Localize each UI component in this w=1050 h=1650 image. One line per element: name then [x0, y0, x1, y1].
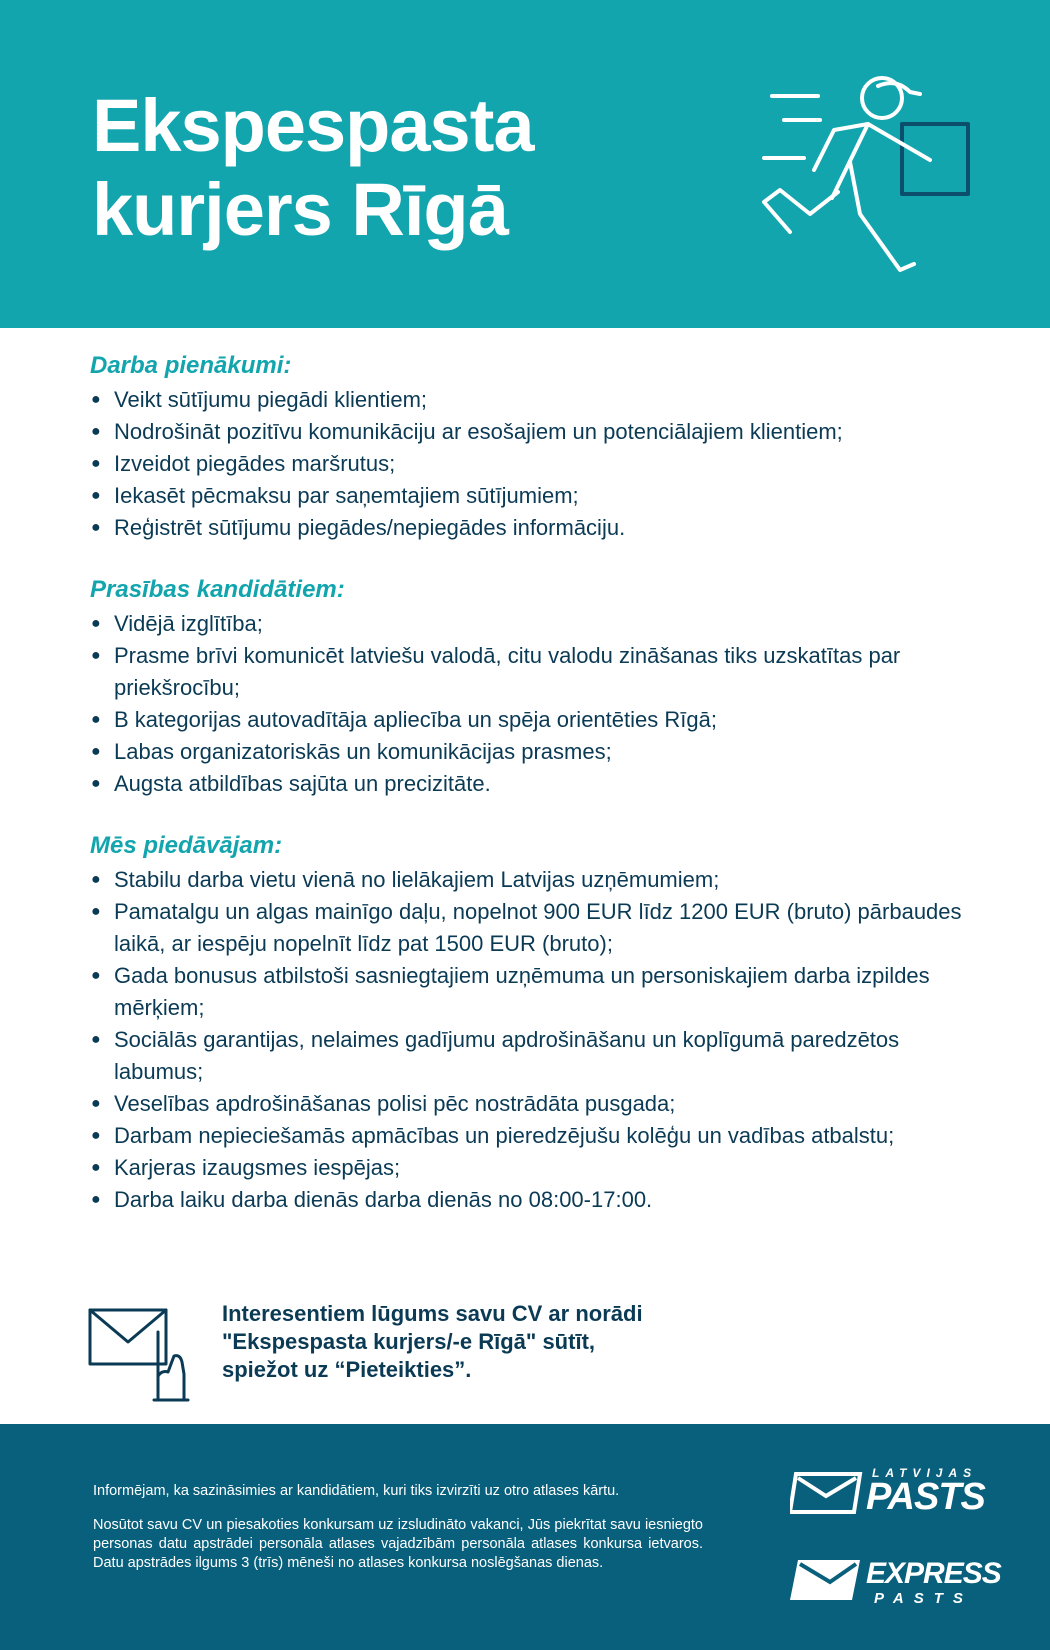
list-item: ● Augsta atbildības sajūta un precizitāte. — [90, 768, 990, 800]
list-item: ● Darbam nepieciešamās apmācības un pieredzējušu kolēģu un vadības atbalstu; — [90, 1120, 990, 1152]
list-item: ● Karjeras izaugsmes iespējas; — [90, 1152, 990, 1184]
latvijas-pasts-logo — [790, 1464, 1002, 1522]
envelope-logo-icon — [790, 1556, 864, 1604]
list-item: ● Labas organizatoriskās un komunikācijas prasmes; — [90, 736, 990, 768]
list-item: ● Darba laiku darba dienās darba dienās no 08:00-17:00. — [90, 1184, 990, 1216]
list-item: ● Pamatalgu un algas mainīgo daļu, nopelnot 900 EUR līdz 1200 EUR (bruto) pārbaudes laikā, ar iespēju nopelnīt līdz pat 1500 EUR (bruto); — [90, 896, 990, 960]
list-item: ● Veikt sūtījumu piegādi klientiem; — [90, 384, 990, 416]
list-item: ● Reģistrēt sūtījumu piegādes/nepiegādes informāciju. — [90, 512, 990, 544]
header-banner — [0, 0, 1050, 328]
requirements-list — [90, 608, 990, 800]
list-item: ● Nodrošināt pozitīvu komunikāciju ar esošajiem un potenciālajiem klientiem; — [90, 416, 990, 448]
list-item: ● B kategorijas autovadītāja apliecība un spēja orientēties Rīgā; — [90, 704, 990, 736]
footer — [0, 1424, 1050, 1650]
list-item: ● Vidējā izglītība; — [90, 608, 990, 640]
express-pasts-logo — [790, 1552, 1002, 1610]
job-description — [90, 350, 990, 1246]
section-heading: Prasības kandidātiem: — [90, 576, 345, 603]
apply-line-1: Interesentiem lūgums savu CV ar norādi — [222, 1301, 643, 1326]
list-item: ● Veselības apdrošināšanas polisi pēc nostrādāta pusgada; — [90, 1088, 990, 1120]
logo-subtitle: PASTS — [874, 1590, 973, 1607]
envelope-hand-icon — [88, 1304, 194, 1408]
list-item: ● Gada bonusus atbilstoši sasniegtajiem uzņēmuma un personiskajiem darba izpildes mērķiem; — [90, 960, 990, 1024]
section-heading: Darba pienākumi: — [90, 352, 292, 379]
page-title — [92, 84, 534, 252]
title-line-2: kurjers Rīgā — [92, 168, 508, 251]
section-duties — [90, 350, 990, 544]
list-item: ● Izveidot piegādes maršrutus; — [90, 448, 990, 480]
list-item: ● Stabilu darba vietu vienā no lielākajiem Latvijas uzņēmumiem; — [90, 864, 990, 896]
section-offer — [90, 830, 990, 1216]
apply-text — [222, 1300, 782, 1384]
apply-line-3: spiežot uz “Pieteikties”. — [222, 1357, 472, 1382]
list-item: ● Iekasēt pēcmaksu par saņemtajiem sūtījumiem; — [90, 480, 990, 512]
list-item: ● Sociālās garantijas, nelaimes gadījumu apdrošināšanu un koplīgumā paredzētos labumus; — [90, 1024, 990, 1088]
offer-list — [90, 864, 990, 1216]
envelope-logo-icon — [790, 1468, 864, 1516]
logo-wordmark: EXPRESS — [866, 1557, 1001, 1590]
running-courier-icon — [752, 74, 982, 304]
list-item: ● Prasme brīvi komunicēt latviešu valodā, citu valodu zināšanas tiks uzskatītas par priekšrocību; — [90, 640, 990, 704]
apply-line-2: "Ekspespasta kurjers/-e Rīgā" sūtīt, — [222, 1329, 596, 1354]
section-requirements — [90, 574, 990, 800]
title-line-1: Ekspespasta — [92, 84, 534, 167]
apply-instructions — [88, 1300, 988, 1410]
footer-legal-text: Nosūtot savu CV un piesakoties konkursam uz izsludināto vakanci, Jūs piekrītat savu iesniegto personas datu apstrādei personāla atlases vajadzībām personāla atlases konkursa ietvaros. Datu apstrādes ilgums 3 (trīs) mēneši no atlases konkursa noslēgšanas dienas. — [93, 1517, 703, 1571]
section-heading: Mēs piedāvājam: — [90, 832, 283, 859]
logo-subtitle: LATVIJAS — [872, 1466, 978, 1480]
footer-note: Informējam, ka sazināsimies ar kandidātiem, kuri tiks izvirzīti uz otro atlases kārtu. — [93, 1483, 620, 1499]
duties-list — [90, 384, 990, 544]
logo-wordmark: PASTS — [866, 1476, 985, 1518]
